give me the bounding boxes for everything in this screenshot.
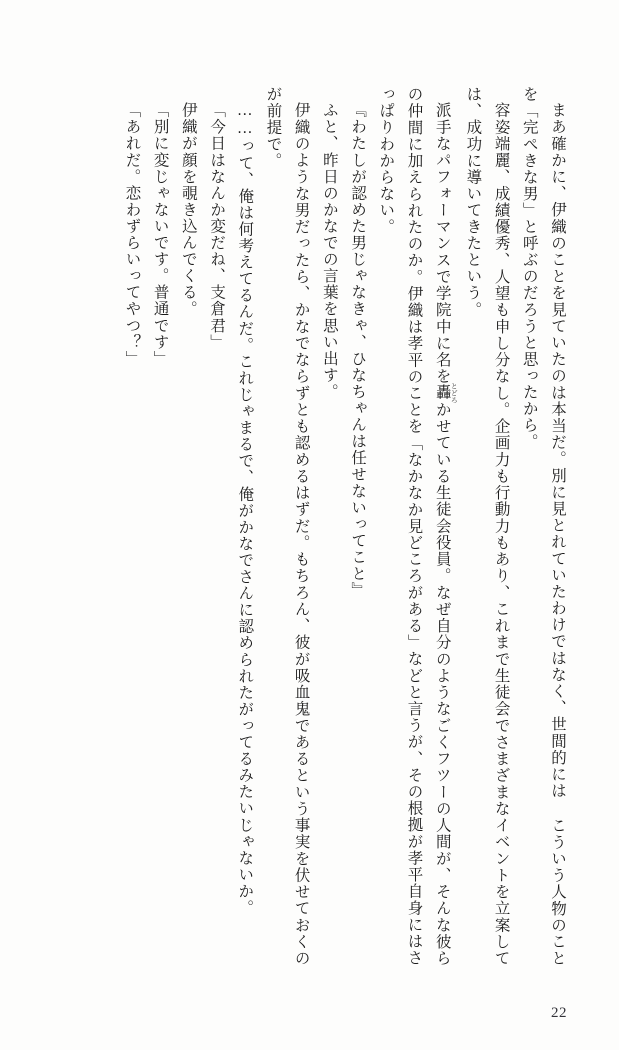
paragraph-10: 「別に変じゃないです。普通です」 bbox=[151, 101, 169, 367]
paragraph-6: 伊織のような男だったら、かなでならずとも認めるはずだ。もちろん、彼が吸血鬼であるという事実を伏せておくのが前提で。 bbox=[264, 86, 310, 966]
paragraph-3: 派手なパフォーマンスで学院中に名を轟 とどろかせている生徒会役員。なぜ自分のようなごくフツーの人間が、そんな彼らの仲間に加えられたのか。伊織は孝平のことを「なかなか見どころがある」などと言うが、その根拠が孝平自身にはさっぱりわからない。 bbox=[377, 86, 459, 967]
paragraph-9: 伊織が顔を覗き込んでくる。 bbox=[179, 101, 197, 317]
ruby-reading: とどろ bbox=[450, 381, 459, 403]
paragraph-8: 「今日はなんか変だね、支倉君」 bbox=[208, 101, 226, 350]
paragraph-1: まあ確かに、伊織のことを見ていたのは本当だ。別に見とれていたわけではなく、世間的には こういう人物のことを「完ぺきな男」と呼ぶのだろうと思ったから。 bbox=[520, 86, 566, 966]
page-number: 22 bbox=[551, 1005, 567, 1021]
ruby-todoro: 轟 とどろ bbox=[433, 381, 459, 403]
paragraph-4: 『わたしが認めた男じゃなきゃ、ひなちゃんは任せないってこと』 bbox=[349, 101, 367, 598]
paragraph-7: ……って、俺は何考えてるんだ。これじゃまるで、俺がかなでさんに認められたがってるみたいじゃないか。 bbox=[236, 101, 254, 916]
vertical-text-body bbox=[41, 86, 571, 966]
paragraph-11: 「あれだ。恋わずらいってやつ？」 bbox=[123, 101, 141, 367]
paragraph-2: 容姿端麗、成績優秀、人望も申し分なし。企画力も行動力もあり、これまで生徒会でさまざまなイベントを立案しては、成功に導いてきたという。 bbox=[464, 86, 510, 966]
paragraph-5: ふと、昨日のかなでの言葉を思い出す。 bbox=[320, 101, 338, 400]
